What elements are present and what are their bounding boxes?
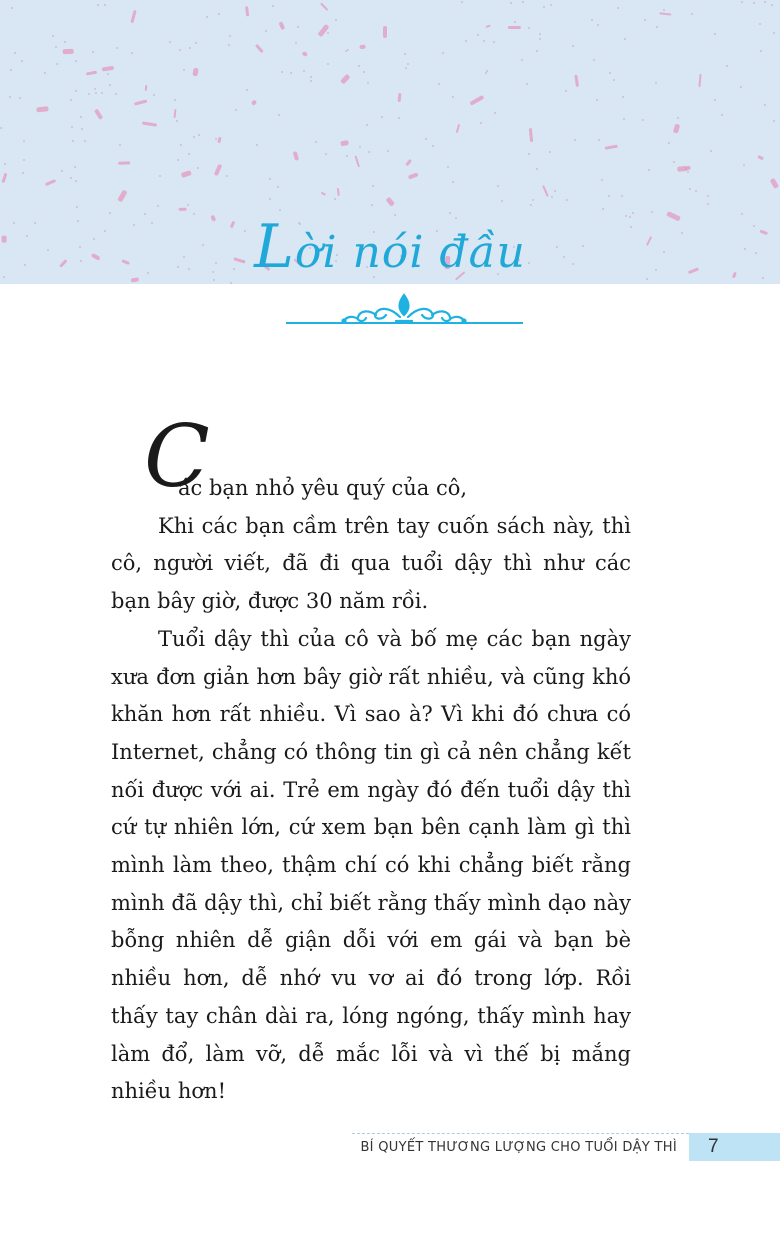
paragraph-2 xyxy=(111,621,631,1111)
footer-divider xyxy=(352,1133,689,1134)
drop-cap: C xyxy=(144,407,210,507)
paragraph-text: Khi các bạn cầm trên tay cuốn sách này, thì cô, người viết, đã đi qua tuổi dậy thì như các bạn bây giờ, được 30 năm rồi. xyxy=(111,513,631,614)
title-initial: L xyxy=(254,212,295,282)
paragraph-text: Tuổi dậy thì của cô và bố mẹ các bạn ngày xưa đơn giản hơn bây giờ rất nhiều, và cũng khó khăn hơn rất nhiều. Vì sao à? Vì khi đó chưa có Internet, chẳng có thông tin gì cả nên chẳng kết nối được với ai. Trẻ em ngày đó đến tuổi dậy thì cứ tự nhiên lớn, cứ xem bạn bên cạnh làm gì thì mình làm theo, thậm chí có khi chẳng biết rằng mình đã dậy thì, chỉ biết rằng thấy mình dạo này bỗng nhiên dễ giận dỗi với em gái và bạn bè nhiều hơn, dễ nhớ vu vơ ai đó trong lớp. Rồi thấy tay chân dài ra, lóng ngóng, thấy mình hay làm đổ, làm vỡ, dễ mắc lỗi và vì thế bị mắng nhiều hơn! xyxy=(111,626,631,1104)
page-number: 7 xyxy=(708,1136,719,1157)
page-footer xyxy=(0,1133,780,1161)
paragraph-1 xyxy=(111,508,631,621)
title-underline xyxy=(286,322,523,324)
running-footer-title: BÍ QUYẾT THƯƠNG LƯỢNG CHO TUỔI DẬY THÌ xyxy=(360,1140,677,1155)
salutation xyxy=(144,407,678,508)
page-number-box xyxy=(689,1133,780,1161)
salutation-text: ác bạn nhỏ yêu quý của cô, xyxy=(178,476,468,500)
title-rest: ời nói đầu xyxy=(294,227,526,278)
page-title xyxy=(0,212,780,282)
article-body xyxy=(111,407,678,1111)
